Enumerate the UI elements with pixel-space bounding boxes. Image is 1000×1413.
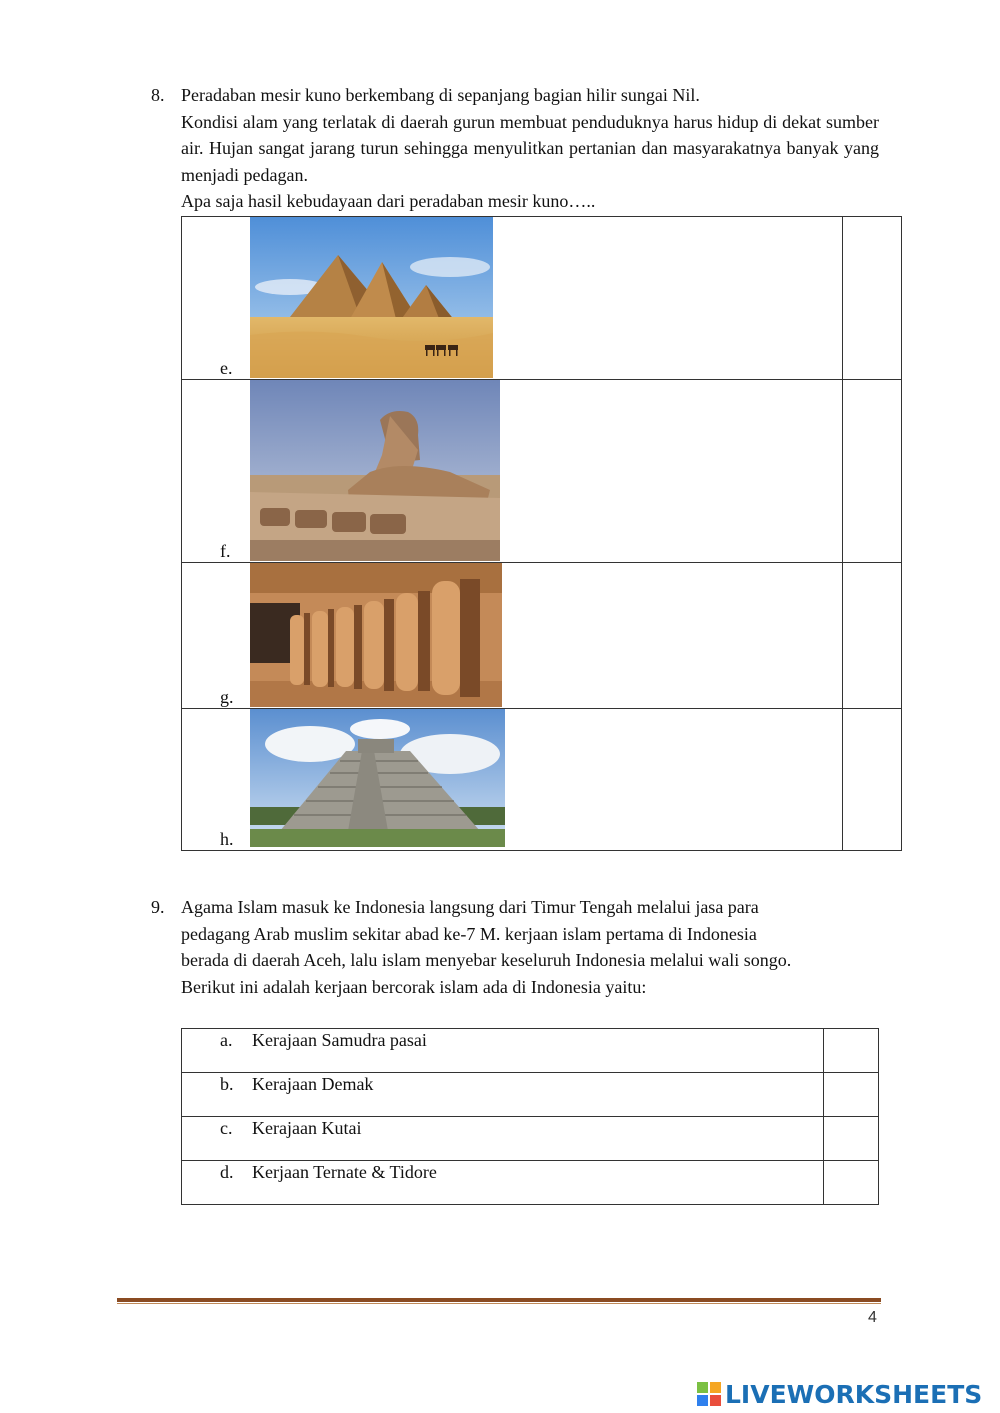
answer-checkbox-f[interactable]: [843, 380, 902, 563]
footer-rule-thin: [117, 1303, 881, 1304]
question-text-paragraph: Kondisi alam yang terlatak di daerah gurun membuat penduduknya harus hidup di dekat sumber air. Hujan sangat jarang turun sehingga menyulitkan pertanian dan masyarakatnya banyak yang menjadi pedagan.: [181, 111, 879, 185]
option-row-a: [182, 1029, 879, 1073]
page-number: 4: [868, 1309, 877, 1326]
option-label: Kerjaan Ternate & Tidore: [252, 1162, 437, 1182]
option-label: Kerajaan Demak: [252, 1074, 374, 1094]
option-cell: [182, 1117, 824, 1161]
option-letter: d.: [220, 1162, 234, 1182]
answer-checkbox-d[interactable]: [824, 1161, 879, 1205]
footer-rule: [117, 1298, 881, 1302]
option-cell: [182, 380, 843, 563]
answer-table-q9: [181, 1028, 879, 1205]
option-row-d: [182, 1161, 879, 1205]
option-cell: [182, 1073, 824, 1117]
liveworksheets-logo[interactable]: [697, 1377, 982, 1411]
great-sphinx-image: [250, 380, 500, 561]
answer-checkbox-g[interactable]: [843, 563, 902, 709]
chichen-itza-pyramid-image: [250, 709, 505, 847]
option-row-f: [182, 380, 902, 563]
question-number: 9.: [151, 897, 165, 917]
option-letter: e.: [220, 358, 233, 378]
question-text-line: Peradaban mesir kuno berkembang di sepanjang bagian hilir sungai Nil.: [181, 85, 700, 105]
option-cell: [182, 1029, 824, 1073]
pyramids-of-giza-image: [250, 217, 493, 378]
question-prompt: Apa saja hasil kebudayaan dari peradaban mesir kuno…..: [181, 191, 596, 211]
question-number: 8.: [151, 85, 165, 105]
option-cell: [182, 217, 843, 380]
answer-checkbox-b[interactable]: [824, 1073, 879, 1117]
brand-name: LIVEWORKSHEETS: [725, 1379, 983, 1409]
option-letter: h.: [220, 829, 234, 849]
option-letter: f.: [220, 541, 231, 561]
question-prompt: Berikut ini adalah kerjaan bercorak islam ada di Indonesia yaitu:: [181, 976, 647, 997]
answer-checkbox-h[interactable]: [843, 709, 902, 851]
answer-checkbox-c[interactable]: [824, 1117, 879, 1161]
question-text-line: berada di daerah Aceh, lalu islam menyebar keseluruh Indonesia melalui wali songo.: [181, 950, 792, 970]
option-label: Kerajaan Kutai: [252, 1118, 362, 1138]
answer-checkbox-e[interactable]: [843, 217, 902, 380]
option-cell: [182, 1161, 824, 1205]
option-row-e: [182, 217, 902, 380]
option-letter: a.: [220, 1030, 233, 1050]
option-letter: b.: [220, 1074, 234, 1094]
option-cell: [182, 563, 843, 709]
liveworksheets-icon: [697, 1382, 721, 1406]
option-row-h: [182, 709, 902, 851]
option-cell: [182, 709, 843, 851]
option-letter: c.: [220, 1118, 233, 1138]
option-label: Kerajaan Samudra pasai: [252, 1030, 427, 1050]
option-letter: g.: [220, 687, 234, 707]
option-row-g: [182, 563, 902, 709]
question-text-line: pedagang Arab muslim sekitar abad ke-7 M. kerjaan islam pertama di Indonesia: [181, 923, 757, 944]
option-row-c: [182, 1117, 879, 1161]
answer-checkbox-a[interactable]: [824, 1029, 879, 1073]
question-text-line: Agama Islam masuk ke Indonesia langsung dari Timur Tengah melalui jasa para: [181, 897, 759, 917]
answer-table-q8: [181, 216, 902, 851]
option-row-b: [182, 1073, 879, 1117]
osiris-pillars-temple-image: [250, 563, 502, 707]
